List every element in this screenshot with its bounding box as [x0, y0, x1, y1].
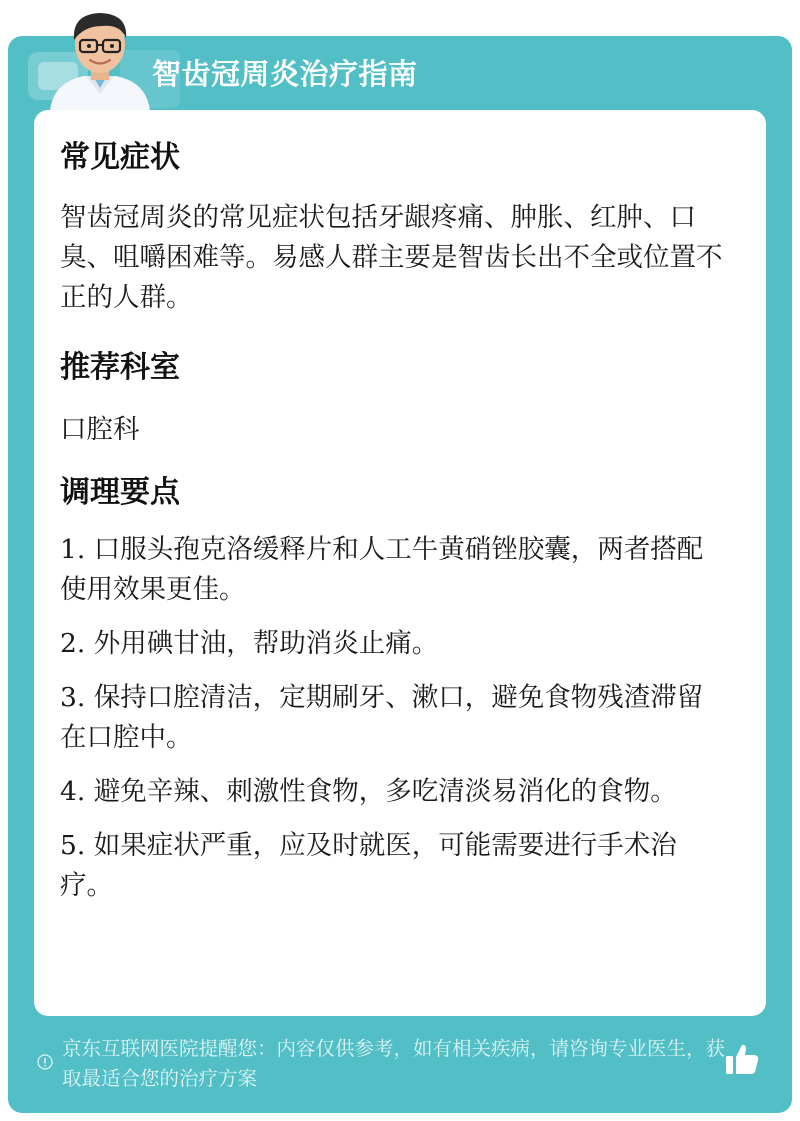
thumbs-up-icon[interactable]	[724, 1042, 760, 1076]
list-item-text: 保持口腔清洁，定期刷牙、漱口，避免食物残渣滞留在口腔中。	[60, 682, 704, 753]
list-item-number: 2.	[60, 628, 86, 659]
list-item-number: 1.	[60, 534, 86, 565]
list-item-text: 如果症状严重，应及时就医，可能需要进行手术治疗。	[60, 830, 677, 901]
list-item-text: 避免辛辣、刺激性食物，多吃清淡易消化的食物。	[93, 776, 677, 807]
info-icon	[37, 1054, 53, 1070]
section-heading-department: 推荐科室	[60, 350, 180, 385]
list-item	[60, 678, 724, 758]
care-list	[60, 530, 724, 920]
list-item	[60, 772, 724, 812]
section-body-symptoms: 智齿冠周炎的常见症状包括牙龈疼痛、肿胀、红肿、口臭、咀嚼困难等。易感人群主要是智齿长出不全或位置不正的人群。	[60, 202, 723, 313]
doctor-avatar-icon	[44, 4, 156, 110]
list-item	[60, 624, 724, 664]
list-item-number: 5.	[60, 830, 86, 861]
list-item	[60, 826, 724, 906]
section-heading-symptoms: 常见症状	[60, 140, 180, 175]
list-item-number: 3.	[60, 682, 86, 713]
list-item-text: 口服头孢克洛缓释片和人工牛黄硝锉胶囊，两者搭配使用效果更佳。	[60, 534, 704, 605]
content-card	[34, 110, 766, 1016]
list-item-number: 4.	[60, 776, 86, 807]
section-body-department: 口腔科	[60, 414, 140, 445]
list-item	[60, 530, 724, 610]
list-item-text: 外用碘甘油，帮助消炎止痛。	[93, 628, 439, 659]
section-heading-care: 调理要点	[60, 475, 180, 510]
disclaimer-text: 京东互联网医院提醒您：内容仅供参考，如有相关疾病，请咨询专业医生，获取最适合您的治疗方案	[62, 1037, 726, 1090]
page-title: 智齿冠周炎治疗指南	[152, 57, 418, 91]
